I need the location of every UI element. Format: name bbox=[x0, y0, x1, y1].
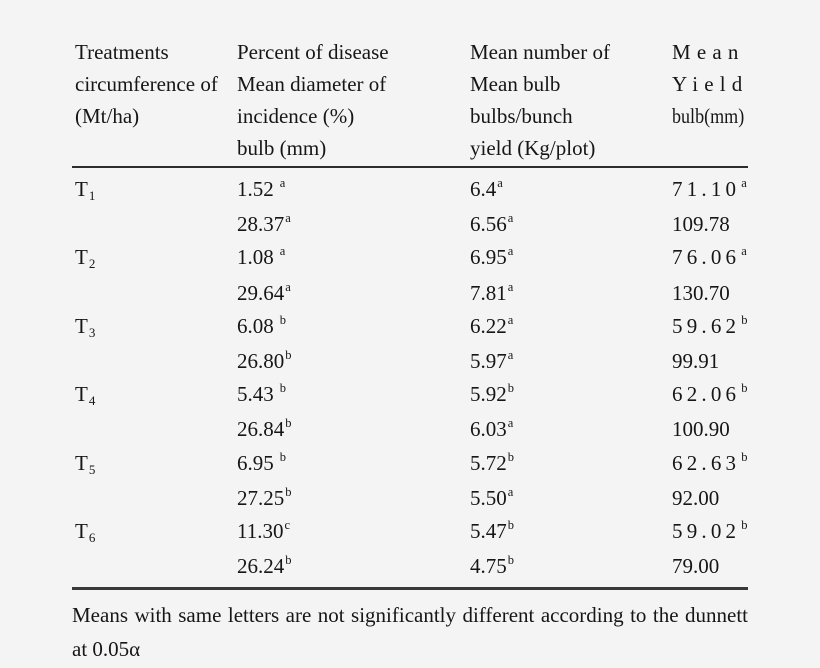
superscript: b bbox=[507, 518, 514, 533]
table-row bbox=[72, 310, 748, 345]
table-row bbox=[72, 277, 748, 310]
cell-value: 26.80 bbox=[237, 349, 285, 374]
header-line: Yield bbox=[672, 72, 749, 96]
value-cell bbox=[672, 310, 748, 343]
treatment-subscript: 2 bbox=[88, 256, 96, 272]
superscript: b bbox=[741, 518, 748, 533]
value-cell bbox=[470, 378, 672, 411]
cell-value: 92.00 bbox=[672, 485, 720, 510]
cell-value: 6.95 bbox=[237, 450, 274, 475]
value-cell bbox=[237, 345, 470, 378]
superscript: a bbox=[285, 279, 291, 294]
table-header bbox=[72, 36, 748, 164]
value-cell bbox=[237, 482, 470, 515]
cell-value: 6.22 bbox=[470, 313, 507, 338]
table-row bbox=[72, 413, 748, 446]
value-cell bbox=[237, 447, 470, 480]
table-row bbox=[72, 378, 748, 413]
treatment-subscript: 5 bbox=[88, 461, 96, 477]
treatments-table bbox=[72, 36, 748, 666]
value-cell bbox=[237, 310, 470, 343]
table-body bbox=[72, 168, 748, 583]
superscript: a bbox=[279, 176, 286, 190]
cell-value: 79.00 bbox=[672, 554, 720, 579]
header-line: yield (Kg/plot) bbox=[470, 136, 596, 160]
treatment-label bbox=[72, 173, 237, 208]
cell-value: 26.84 bbox=[237, 417, 285, 442]
superscript: b bbox=[507, 381, 514, 396]
cell-value: 5.72 bbox=[470, 450, 507, 475]
value-cell bbox=[237, 173, 470, 206]
superscript: b bbox=[279, 312, 286, 327]
header-line: Mean bbox=[672, 40, 745, 64]
superscript: a bbox=[507, 244, 514, 259]
cell-value: 5.47 bbox=[470, 519, 507, 544]
treatment-label bbox=[72, 241, 237, 276]
superscript: b bbox=[741, 312, 748, 327]
cell-value: 71.10 bbox=[672, 177, 741, 201]
superscript: a bbox=[507, 279, 514, 294]
table-row bbox=[72, 482, 748, 515]
value-cell bbox=[470, 413, 672, 446]
value-cell bbox=[237, 208, 470, 241]
superscript: b bbox=[285, 348, 292, 363]
cell-value: 59.62 bbox=[672, 313, 741, 338]
treatment-label bbox=[72, 378, 237, 413]
superscript: a bbox=[497, 176, 503, 190]
header-col-disease-diameter bbox=[237, 36, 470, 164]
value-cell bbox=[672, 447, 748, 480]
header-line: bulb(mm) bbox=[672, 104, 745, 128]
value-cell bbox=[470, 482, 672, 515]
value-cell bbox=[470, 310, 672, 343]
header-col-treatments bbox=[72, 36, 237, 132]
treatment-subscript: 6 bbox=[88, 530, 96, 546]
cell-value: 1.52 bbox=[237, 177, 274, 201]
value-cell bbox=[470, 515, 672, 548]
cell-value: 130.70 bbox=[672, 280, 730, 305]
treatment-label bbox=[72, 310, 237, 345]
cell-value: 29.64 bbox=[237, 280, 285, 305]
cell-value: 6.03 bbox=[470, 417, 507, 442]
treatment-base: T bbox=[75, 177, 88, 201]
cell-value: 11.30 bbox=[237, 519, 284, 544]
value-cell bbox=[672, 277, 748, 310]
superscript: a bbox=[741, 176, 747, 190]
superscript: b bbox=[285, 484, 292, 499]
table-row bbox=[72, 447, 748, 482]
value-cell bbox=[237, 378, 470, 411]
cell-value: 28.37 bbox=[237, 212, 285, 237]
value-cell bbox=[470, 550, 672, 583]
value-cell bbox=[237, 277, 470, 310]
header-line: circumference of bbox=[75, 72, 218, 96]
value-cell bbox=[237, 241, 470, 274]
cell-value: 76.06 bbox=[672, 245, 741, 270]
table-row bbox=[72, 515, 748, 550]
cell-value: 27.25 bbox=[237, 485, 285, 510]
value-cell bbox=[672, 241, 748, 274]
superscript: b bbox=[741, 381, 748, 396]
header-line: Mean number of bbox=[470, 40, 610, 64]
header-line: Mean bulb bbox=[470, 72, 561, 96]
superscript: a bbox=[285, 211, 291, 226]
treatment-subscript: 1 bbox=[88, 188, 96, 203]
cell-value: 6.4 bbox=[470, 177, 497, 201]
cell-value: 62.06 bbox=[672, 382, 741, 407]
superscript: a bbox=[507, 211, 514, 226]
header-line: Mean diameter of bbox=[237, 72, 387, 96]
superscript: a bbox=[507, 416, 514, 431]
value-cell bbox=[672, 515, 748, 548]
superscript: b bbox=[741, 449, 748, 464]
header-line: incidence (%) bbox=[237, 104, 355, 128]
superscript: b bbox=[285, 553, 292, 568]
treatment-base: T bbox=[75, 519, 88, 544]
superscript: b bbox=[507, 449, 514, 464]
value-cell bbox=[470, 277, 672, 310]
value-cell bbox=[470, 173, 672, 206]
value-cell bbox=[470, 241, 672, 274]
table-row bbox=[72, 550, 748, 583]
treatment-base: T bbox=[75, 382, 88, 407]
header-line: bulbs/bunch bbox=[470, 104, 573, 128]
cell-value: 100.90 bbox=[672, 417, 730, 442]
table-row bbox=[72, 208, 748, 241]
value-cell bbox=[237, 515, 470, 548]
superscript: a bbox=[507, 312, 514, 327]
value-cell bbox=[237, 550, 470, 583]
treatment-base: T bbox=[75, 245, 88, 270]
treatment-base: T bbox=[75, 313, 88, 338]
cell-value: 6.56 bbox=[470, 212, 507, 237]
cell-value: 5.92 bbox=[470, 382, 507, 407]
table-rule-bottom bbox=[72, 587, 748, 590]
superscript: b bbox=[279, 449, 286, 464]
treatment-base: T bbox=[75, 450, 88, 475]
cell-value: 59.02 bbox=[672, 519, 741, 544]
cell-value: 6.08 bbox=[237, 313, 274, 338]
cell-value: 4.75 bbox=[470, 554, 507, 579]
header-line: Percent of disease bbox=[237, 40, 389, 64]
superscript: b bbox=[279, 381, 286, 396]
header-line: (Mt/ha) bbox=[75, 104, 140, 128]
treatment-subscript: 3 bbox=[88, 324, 96, 340]
table-row bbox=[72, 173, 748, 208]
superscript: a bbox=[507, 484, 514, 499]
header-col-bulbs-yield bbox=[470, 36, 672, 164]
value-cell bbox=[470, 447, 672, 480]
superscript: c bbox=[284, 518, 291, 533]
treatment-label bbox=[72, 447, 237, 482]
value-cell bbox=[672, 173, 748, 206]
cell-value: 7.81 bbox=[470, 280, 507, 305]
cell-value: 5.97 bbox=[470, 349, 507, 374]
cell-value: 99.91 bbox=[672, 349, 720, 374]
treatment-subscript: 4 bbox=[88, 393, 96, 409]
value-cell bbox=[470, 345, 672, 378]
cell-value: 1.08 bbox=[237, 245, 274, 270]
treatment-label bbox=[72, 515, 237, 550]
cell-value: 5.43 bbox=[237, 382, 274, 407]
value-cell bbox=[672, 482, 748, 515]
cell-value: 109.78 bbox=[672, 212, 730, 237]
cell-value: 26.24 bbox=[237, 554, 285, 579]
value-cell bbox=[672, 208, 748, 241]
value-cell bbox=[672, 378, 748, 411]
value-cell bbox=[672, 550, 748, 583]
value-cell bbox=[672, 413, 748, 446]
header-line: bulb (mm) bbox=[237, 136, 327, 160]
cell-value: 6.95 bbox=[470, 245, 507, 270]
cell-value: 62.63 bbox=[672, 450, 741, 475]
superscript: b bbox=[285, 416, 292, 431]
table-row bbox=[72, 345, 748, 378]
value-cell bbox=[672, 345, 748, 378]
superscript: a bbox=[279, 244, 286, 259]
value-cell bbox=[237, 413, 470, 446]
header-line: Treatments bbox=[75, 40, 169, 64]
table-footnote: Means with same letters are not significantly different according to the dunnett at 0.05α bbox=[72, 603, 748, 661]
value-cell bbox=[470, 208, 672, 241]
superscript: a bbox=[507, 348, 514, 363]
cell-value: 5.50 bbox=[470, 485, 507, 510]
superscript: b bbox=[507, 553, 514, 568]
header-col-mean-yield bbox=[672, 36, 748, 132]
table-row bbox=[72, 241, 748, 276]
superscript: a bbox=[741, 244, 747, 259]
